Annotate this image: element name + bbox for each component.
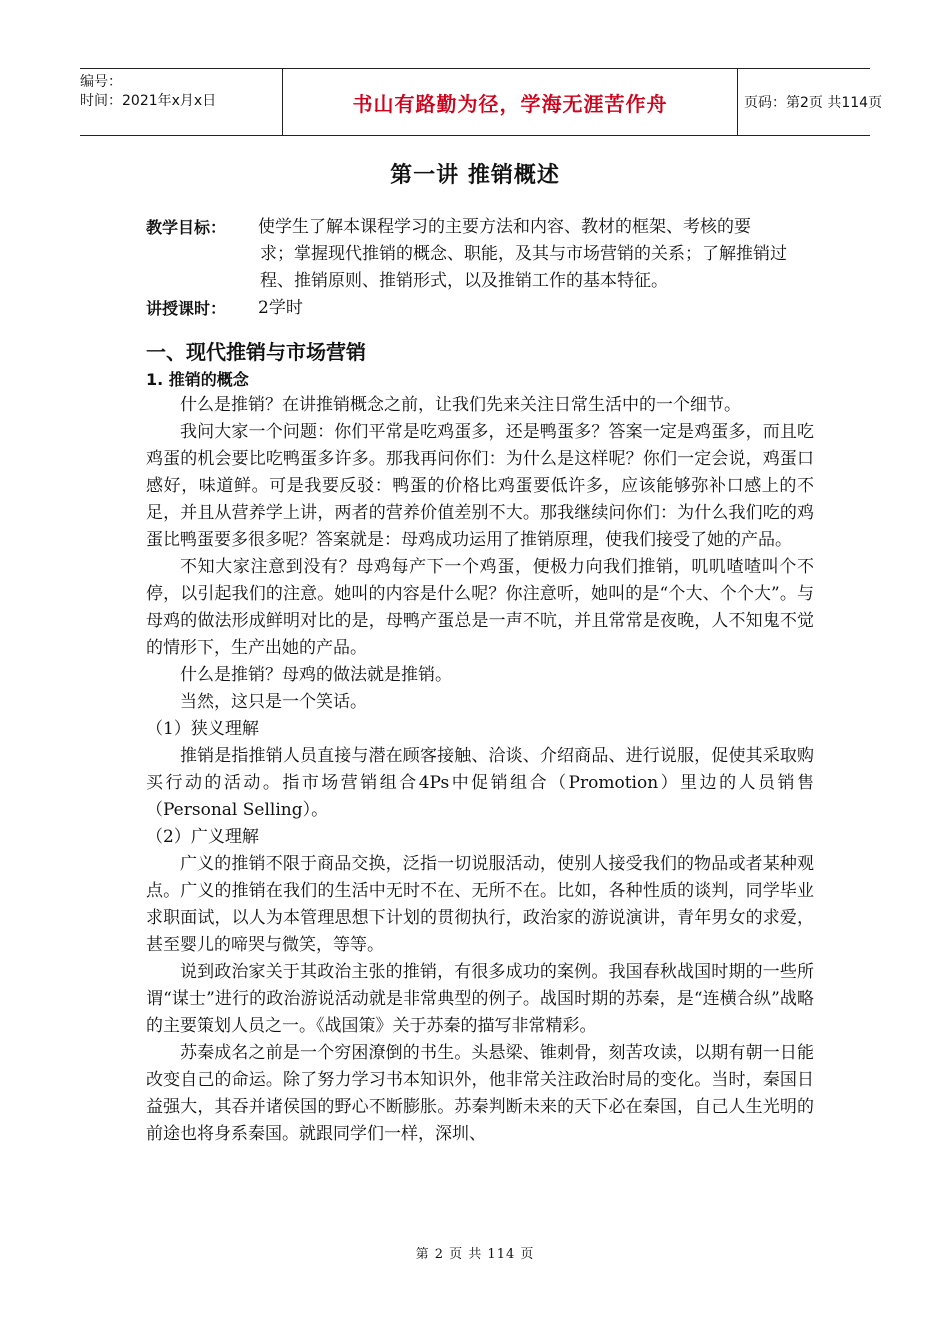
paragraph: 我问大家一个问题：你们平常是吃鸡蛋多，还是鸭蛋多？答案一定是鸡蛋多，而且吃鸡蛋的机会要比吃鸭蛋多许多。那我再问你们：为什么是这样呢？你们一定会说，鸡蛋口感好，味道鲜。可是我要反驳：鸭蛋的价格比鸡蛋要低许多，应该能够弥补口感上的不足，并且从营养学上讲，两者的营养价值差别不大。那我继续问你们：为什么我们吃的鸡蛋比鸭蛋要多很多呢？答案就是：母鸡成功运用了推销原理，使我们接受了她的产品。 <box>146 422 814 550</box>
objectives-line2: 求；掌握现代推销的概念、职能，及其与市场营销的关系；了解推销过程、推销原则、推销形式，以及推销工作的基本特征。 <box>260 244 787 291</box>
header-page-info: 页码：第2页 共114页 <box>744 95 883 111</box>
date-label: 时间：2021年x月x日 <box>80 93 217 109</box>
subsection-heading: 1. 推销的概念 <box>146 370 249 389</box>
number-label: 编号： <box>80 74 122 90</box>
paragraph: 苏秦成名之前是一个穷困潦倒的书生。头悬梁、锥刺骨，刻苦攻读，以期有朝一日能改变自己的命运。除了努力学习书本知识外，他非常关注政治时局的变化。当时，秦国日益强大，其吞并诸侯国的野心不断膨胀。苏秦判断未来的天下必在秦国，自己人生光明的前途也将身系秦国。就跟同学们一样，深圳、 <box>146 1043 814 1144</box>
narrow-definition-label: （1）狭义理解 <box>146 719 259 739</box>
paragraph: 什么是推销？在讲推销概念之前，让我们先来关注日常生活中的一个细节。 <box>180 395 741 415</box>
narrow-definition-text: 推销是指推销人员直接与潜在顾客接触、洽谈、介绍商品、进行说服，促使其采取购买行动的活动。指市场营销组合4Ps中促销组合（Promotion）里边的人员销售（Personal Selling）。 <box>146 746 814 820</box>
objectives-label: 教学目标： <box>146 218 227 237</box>
paragraph: 广义的推销不限于商品交换，泛指一切说服活动，使别人接受我们的物品或者某种观点。广义的推销在我们的生活中无时不在、无所不在。比如，各种性质的谈判，同学毕业求职面试，以人为本管理思想下计划的贯彻执行，政治家的游说演讲，青年男女的求爱，甚至婴儿的啼哭与微笑，等等。 <box>146 854 814 955</box>
paragraph: 当然，这只是一个笑话。 <box>180 692 367 712</box>
section-heading: 一、现代推销与市场营销 <box>146 340 366 364</box>
header-motto: 书山有路勤为径，学海无涯苦作舟 <box>282 69 738 135</box>
hours-row <box>146 295 814 322</box>
paragraph: 说到政治家关于其政治主张的推销，有很多成功的案例。我国春秋战国时期的一些所谓“谋士”进行的政治游说活动就是非常典型的例子。战国时期的苏秦，是“连横合纵”战略的主要策划人员之一。《战国策》关于苏秦的描写非常精彩。 <box>146 962 814 1036</box>
paragraph: 什么是推销？母鸡的做法就是推销。 <box>180 665 452 685</box>
hours-label: 讲授课时： <box>146 299 227 318</box>
document-body <box>146 214 814 1148</box>
paragraph: 不知大家注意到没有？母鸡每产下一个鸡蛋，便极力向我们推销，叽叽喳喳叫个不停，以引起我们的注意。她叫的内容是什么呢？你注意听，她叫的是“个大、个个大”。与母鸡的做法形成鲜明对比的是，母鸭产蛋总是一声不吭，并且常常是夜晚，人不知鬼不觉的情形下，生产出她的产品。 <box>146 557 814 658</box>
page-header <box>80 68 883 136</box>
objectives-row <box>146 214 814 241</box>
broad-definition-label: （2）广义理解 <box>146 827 259 847</box>
page-footer: 第 2 页 共 114 页 <box>415 1247 535 1262</box>
hours-value: 2学时 <box>258 298 303 318</box>
header-meta <box>80 69 282 135</box>
page-title: 第一讲 推销概述 <box>390 163 560 188</box>
objectives-line1: 使学生了解本课程学习的主要方法和内容、教材的框架、考核的要 <box>258 217 751 237</box>
